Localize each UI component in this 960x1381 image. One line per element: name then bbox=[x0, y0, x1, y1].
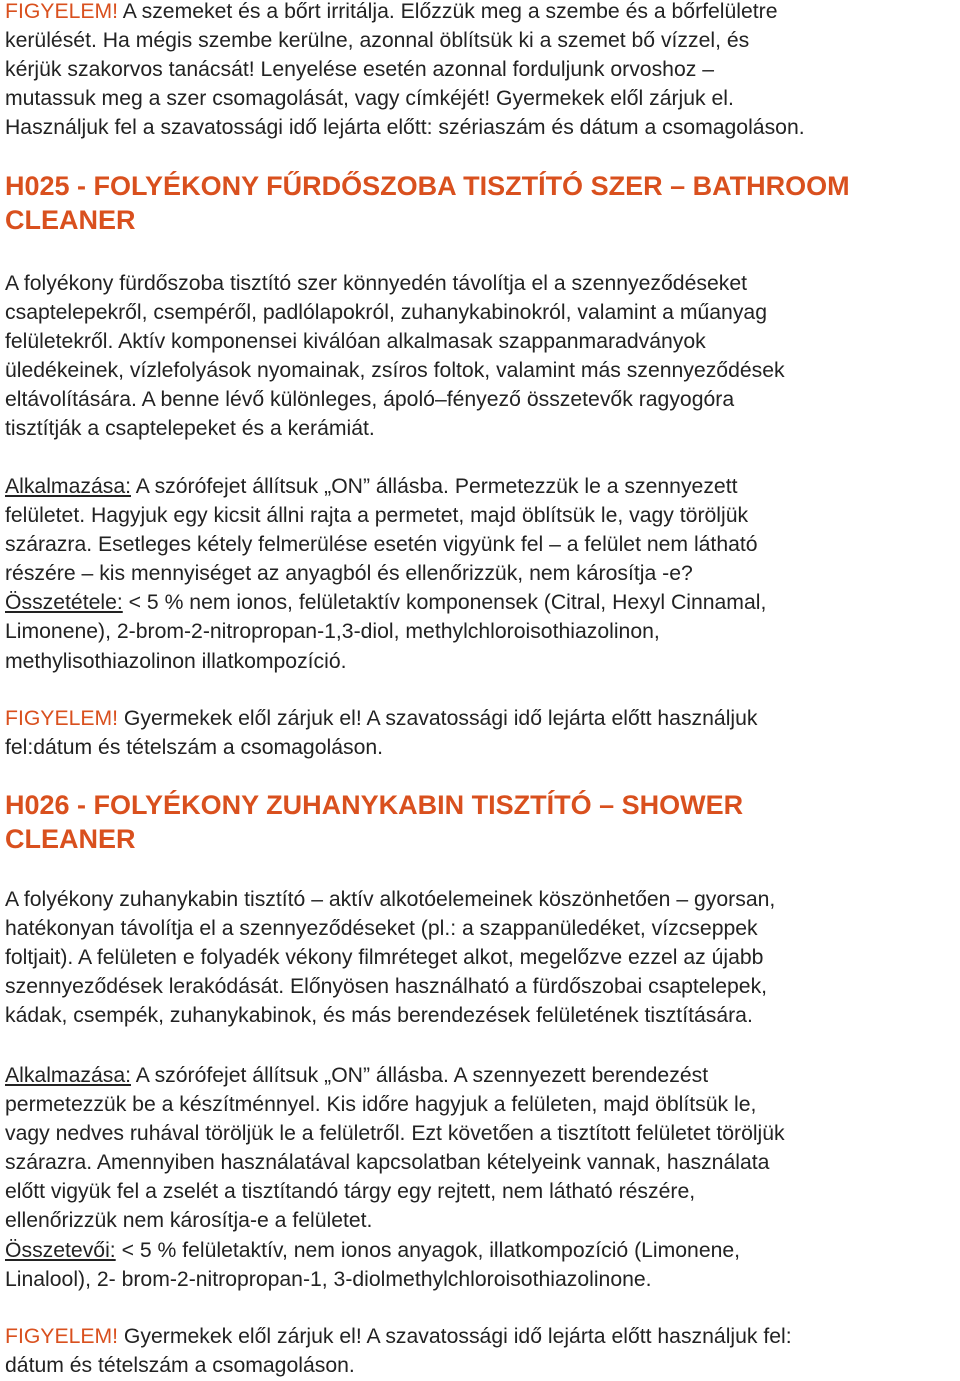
h026-warning: FIGYELEM! Gyermekek elől zárjuk el! A szavatossági idő lejárta előtt használjuk fel: dátum és tételszám a csomagoláson. bbox=[5, 1325, 792, 1378]
h025-description: A folyékony fürdőszoba tisztító szer könnyedén távolítja el a szennyeződéseket csaptelepekről, csempéről, padlólapokról, zuhanykabinokról, valamint a műanyag felületekről. Aktív komponensei kiválóan alkalmasak szappanmaradványok üledékeinek, vízlefolyások nyomainak, zsíros foltok, valamint más szennyeződések eltávolítására. A benne lévő különleges, ápoló–fényező összetevők ragyogóra tisztítják a csaptelepeket és a kerámiát. bbox=[5, 272, 785, 441]
h025-usage-label: Alkalmazása: bbox=[5, 475, 131, 498]
h026-composition-label: Összetevői: bbox=[5, 1238, 116, 1262]
intro-warning-paragraph: FIGYELEM! A szemeket és a bőrt irritálja. Előzzük meg a szembe és a bőrfelületre kerülését. Ha mégis szembe kerülne, azonnal öblítsük ki a szemet bő vízzel, és kérjük szakorvos tanácsát! Lenyelése esetén azonnal forduljunk orvoshoz – mutassuk meg a szer csomagolását, vagy címkéjét! Gyermekek elől zárjuk el. Használjuk fel a szavatossági idő lejárta előtt: szériaszám és dátum a csomagoláson. bbox=[5, 0, 805, 140]
h025-usage-composition: Alkalmazása: A szórófejet állítsuk „ON” állásba. Permetezzük le a szennyezett felületet. Hagyjuk egy kicsit állni rajta a permetet, majd öblítsük le, vagy töröljük szárazra. Esetleges kétely felmerülése esetén vigyünk fel – a felület nem látható részére – kis mennyiséget az anyagból és ellenőrizzük, nem károsítja -e? Összetétele: < 5 % nem ionos, felületaktív komponensek (Citral, Hexyl Cinnamal, Limonene), 2-brom-2-nitropropan-1,3-diol, methylchloroisothiazolinon, methylisothiazolinon illatkompozíció. bbox=[5, 475, 767, 673]
h025-composition-label: Összetétele: bbox=[5, 591, 123, 615]
h026-usage-composition: Alkalmazása: A szórófejet állítsuk „ON” állásba. A szennyezett berendezést permetezzük be a készítménnyel. Kis időre hagyjuk a felületen, majd öblítsük le, vagy nedves ruhával töröljük le a felületről. Ezt követően a tisztított felületet töröljük szárazra. Amennyiben használatával kapcsolatban kételyeink vannak, használata előtt vigyük fel a zselét a tisztítandó tárgy egy rejtett, nem látható részére, ellenőrizzük nem károsítja-e a felületet. Összetevői: < 5 % felületaktív, nem ionos anyagok, illatkompozíció (Limonene, Linalool), 2- brom-2-nitropropan-1, 3-diolmethylchloroisothiazolinone. bbox=[5, 1064, 785, 1291]
h026-warning-label: FIGYELEM! bbox=[5, 1325, 119, 1348]
h025-warning: FIGYELEM! Gyermekek elől zárjuk el! A szavatossági idő lejárta előtt használjuk fel:dátum és tételszám a csomagoláson. bbox=[5, 707, 758, 760]
intro-warning-label: FIGYELEM! bbox=[5, 0, 119, 23]
h026-usage-label: Alkalmazása: bbox=[5, 1064, 131, 1087]
h025-warning-label: FIGYELEM! bbox=[5, 707, 119, 730]
h026-heading: H026 - FOLYÉKONY ZUHANYKABIN TISZTÍTÓ – SHOWER CLEANER bbox=[5, 790, 744, 854]
h025-heading: H025 - FOLYÉKONY FŰRDŐSZOBA TISZTÍTÓ SZER – BATHROOM CLEANER bbox=[5, 171, 850, 235]
h026-description: A folyékony zuhanykabin tisztító – aktív alkotóelemeinek köszönhetően – gyorsan, hatékonyan távolítja el a szennyeződéseket (pl.: a szappanüledéket, vízcseppek foltjait). A felületen e folyadék vékony filmréteget alkot, megelőzve ezzel az újabb szennyeződések lerakódását. Előnyösen használható a fürdőszobai csaptelepek, kádak, csempék, zuhanykabinok, és más berendezések felületének tisztítására. bbox=[5, 888, 776, 1028]
